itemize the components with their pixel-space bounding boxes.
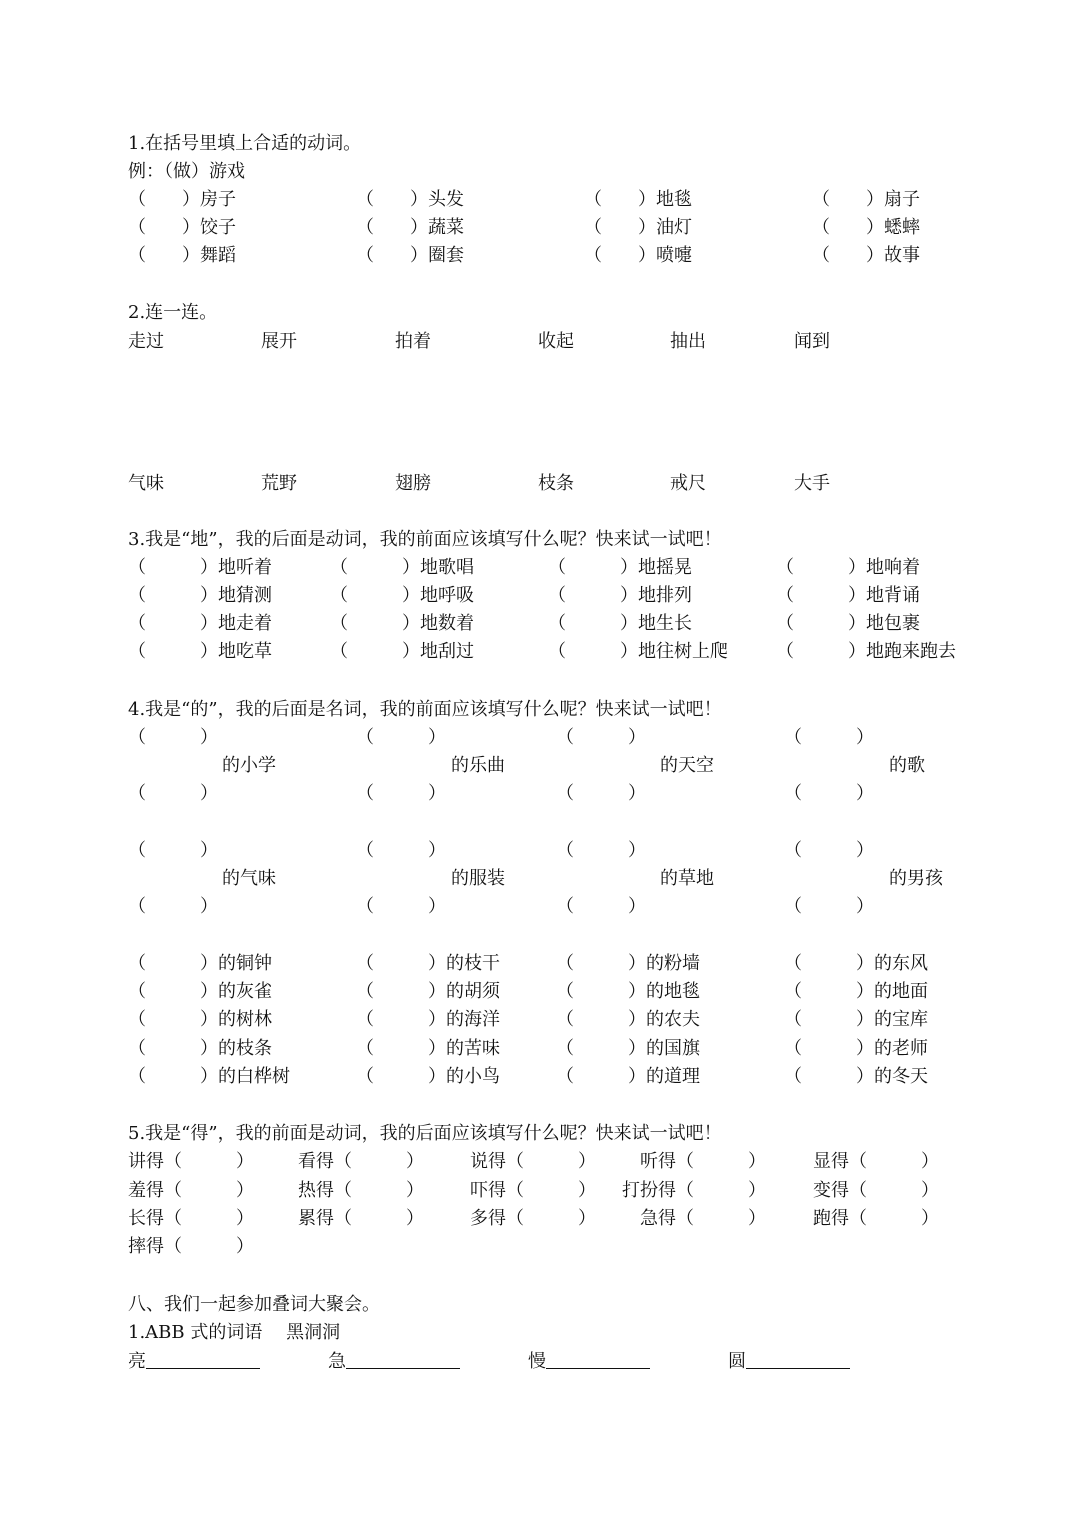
s1-r0-c0: （ ）房子: [128, 189, 236, 210]
s5-r2-c3: 急得（ ）: [640, 1208, 766, 1229]
abb-item-2-char: 慢: [528, 1351, 546, 1372]
s4-b-paren-top-0: （ ）: [128, 840, 218, 861]
s1-r0-c2: （ ）地毯: [584, 189, 692, 210]
s4-b-paren-top-2: （ ）: [556, 840, 646, 861]
s3-r3-c2: （ ）地往树上爬: [548, 641, 728, 662]
abb-item-1: [328, 1348, 460, 1376]
s2-bottom-1: 荒野: [261, 473, 297, 494]
s4-r3-c3: （ ）的老师: [784, 1038, 928, 1059]
s4-b-word-1: 的服装: [451, 868, 505, 889]
s2-top-4: 抽出: [670, 331, 706, 352]
s2-top-0: 走过: [128, 331, 164, 352]
abb-item-0-char: 亮: [128, 1351, 146, 1372]
s4-b-paren-bot-2: （ ）: [556, 896, 646, 917]
abb-item-2: [528, 1348, 650, 1376]
s4-r2-c0: （ ）的树林: [128, 1009, 272, 1030]
section3-title: 3.我是“地”，我的后面是动词，我的前面应该填写什么呢？快来试一试吧！: [128, 529, 722, 550]
s3-r1-c2: （ ）地排列: [548, 585, 692, 606]
s5-r0-c2: 说得（ ）: [470, 1151, 596, 1172]
s4-r4-c3: （ ）的冬天: [784, 1066, 928, 1087]
s1-r2-c2: （ ）喷嚏: [584, 245, 692, 266]
s1-r0-c3: （ ）扇子: [812, 189, 920, 210]
s4-a-paren-top-1: （ ）: [356, 727, 446, 748]
s4-r4-c2: （ ）的道理: [556, 1066, 700, 1087]
s4-r2-c3: （ ）的宝库: [784, 1009, 928, 1030]
s5-r1-c4: 变得（ ）: [813, 1180, 939, 1201]
s4-r4-c0: （ ）的白桦树: [128, 1066, 290, 1087]
s4-a-paren-top-3: （ ）: [784, 727, 874, 748]
s5-r1-c1: 热得（ ）: [298, 1180, 424, 1201]
s4-r1-c3: （ ）的地面: [784, 981, 928, 1002]
s4-a-paren-top-0: （ ）: [128, 727, 218, 748]
abb-item-0: [128, 1348, 260, 1376]
s5-r0-c0: 讲得（ ）: [128, 1151, 254, 1172]
s5-r2-c1: 累得（ ）: [298, 1208, 424, 1229]
s2-bottom-0: 气味: [128, 473, 164, 494]
s1-r2-c3: （ ）故事: [812, 245, 920, 266]
s3-r1-c3: （ ）地背诵: [776, 585, 920, 606]
s3-r1-c0: （ ）地猜测: [128, 585, 272, 606]
s1-r1-c0: （ ）饺子: [128, 217, 236, 238]
s1-r1-c1: （ ）蔬菜: [356, 217, 464, 238]
s3-r1-c1: （ ）地呼吸: [330, 585, 474, 606]
s2-top-3: 收起: [538, 331, 574, 352]
s4-r3-c1: （ ）的苦味: [356, 1038, 500, 1059]
s1-r1-c3: （ ）蟋蟀: [812, 217, 920, 238]
s4-b-paren-bot-1: （ ）: [356, 896, 446, 917]
s3-r3-c3: （ ）地跑来跑去: [776, 641, 956, 662]
s3-r2-c2: （ ）地生长: [548, 613, 692, 634]
s5-r0-c3: 听得（ ）: [640, 1151, 766, 1172]
abb-item-3: [728, 1348, 850, 1376]
section1-title: 1.在括号里填上合适的动词。: [128, 133, 362, 154]
s4-b-word-0: 的气味: [222, 868, 276, 889]
s1-r2-c0: （ ）舞蹈: [128, 245, 236, 266]
s5-r1-c3: 打扮得（ ）: [622, 1180, 766, 1201]
s4-r2-c2: （ ）的农夫: [556, 1009, 700, 1030]
s4-r0-c1: （ ）的枝干: [356, 953, 500, 974]
section1-example: 例：（做）游戏: [128, 161, 245, 182]
s4-b-paren-bot-0: （ ）: [128, 896, 218, 917]
s3-r3-c1: （ ）地刮过: [330, 641, 474, 662]
s4-b-paren-bot-3: （ ）: [784, 896, 874, 917]
s4-r1-c2: （ ）的地毯: [556, 981, 700, 1002]
s3-r0-c1: （ ）地歌唱: [330, 557, 474, 578]
s4-a-word-1: 的乐曲: [451, 755, 505, 776]
s5-r0-c1: 看得（ ）: [298, 1151, 424, 1172]
s4-a-paren-bot-0: （ ）: [128, 783, 218, 804]
s5-r2-c0: 长得（ ）: [128, 1208, 254, 1229]
abb-item-1-blank[interactable]: [346, 1348, 460, 1369]
s4-a-paren-bot-1: （ ）: [356, 783, 446, 804]
s1-r2-c1: （ ）圈套: [356, 245, 464, 266]
s4-a-word-2: 的天空: [660, 755, 714, 776]
s4-r3-c0: （ ）的枝条: [128, 1038, 272, 1059]
s1-r1-c2: （ ）油灯: [584, 217, 692, 238]
s4-r0-c0: （ ）的铜钟: [128, 953, 272, 974]
s4-r1-c0: （ ）的灰雀: [128, 981, 272, 1002]
s3-r0-c0: （ ）地听着: [128, 557, 272, 578]
s4-a-paren-bot-3: （ ）: [784, 783, 874, 804]
s5-r2-c2: 多得（ ）: [470, 1208, 596, 1229]
s4-a-paren-top-2: （ ）: [556, 727, 646, 748]
s3-r2-c3: （ ）地包裹: [776, 613, 920, 634]
s2-bottom-3: 枝条: [538, 473, 574, 494]
section2-title: 2.连一连。: [128, 302, 218, 323]
s4-r3-c2: （ ）的国旗: [556, 1038, 700, 1059]
s2-bottom-5: 大手: [794, 473, 830, 494]
s5-r1-c0: 羞得（ ）: [128, 1180, 254, 1201]
s3-r0-c3: （ ）地响着: [776, 557, 920, 578]
abb-item-0-blank[interactable]: [146, 1348, 260, 1369]
s5-r2-c4: 跑得（ ）: [813, 1208, 939, 1229]
s2-top-5: 闻到: [794, 331, 830, 352]
s3-r3-c0: （ ）地吃草: [128, 641, 272, 662]
abb-item-3-char: 圆: [728, 1351, 746, 1372]
s4-r4-c1: （ ）的小鸟: [356, 1066, 500, 1087]
s2-top-1: 展开: [261, 331, 297, 352]
s4-r0-c3: （ ）的东风: [784, 953, 928, 974]
s3-r2-c0: （ ）地走着: [128, 613, 272, 634]
s5-r3-c0: 摔得（ ）: [128, 1236, 254, 1257]
s4-b-word-2: 的草地: [660, 868, 714, 889]
abb-item-1-char: 急: [328, 1351, 346, 1372]
s2-bottom-2: 翅膀: [395, 473, 431, 494]
s4-a-word-3: 的歌: [889, 755, 925, 776]
s4-b-word-3: 的男孩: [889, 868, 943, 889]
s2-bottom-4: 戒尺: [670, 473, 706, 494]
abb-item-2-blank[interactable]: [546, 1348, 650, 1369]
s4-b-paren-top-3: （ ）: [784, 840, 874, 861]
abb-item-3-blank[interactable]: [746, 1348, 850, 1369]
section8-subtitle: 1.ABB 式的词语 黑洞洞: [128, 1322, 341, 1343]
s5-r0-c4: 显得（ ）: [813, 1151, 939, 1172]
s4-r0-c2: （ ）的粉墙: [556, 953, 700, 974]
s4-a-paren-bot-2: （ ）: [556, 783, 646, 804]
s3-r2-c1: （ ）地数着: [330, 613, 474, 634]
section8-title: 八、我们一起参加叠词大聚会。: [128, 1294, 380, 1315]
s4-r1-c1: （ ）的胡须: [356, 981, 500, 1002]
s2-top-2: 拍着: [395, 331, 431, 352]
s5-r1-c2: 吓得（ ）: [470, 1180, 596, 1201]
s4-b-paren-top-1: （ ）: [356, 840, 446, 861]
section4-title: 4.我是“的”，我的后面是名词，我的前面应该填写什么呢？快来试一试吧！: [128, 699, 722, 720]
s4-r2-c1: （ ）的海洋: [356, 1009, 500, 1030]
s4-a-word-0: 的小学: [222, 755, 276, 776]
section5-title: 5.我是“得”，我的前面是动词，我的后面应该填写什么呢？快来试一试吧！: [128, 1123, 722, 1144]
s3-r0-c2: （ ）地摇晃: [548, 557, 692, 578]
s1-r0-c1: （ ）头发: [356, 189, 464, 210]
